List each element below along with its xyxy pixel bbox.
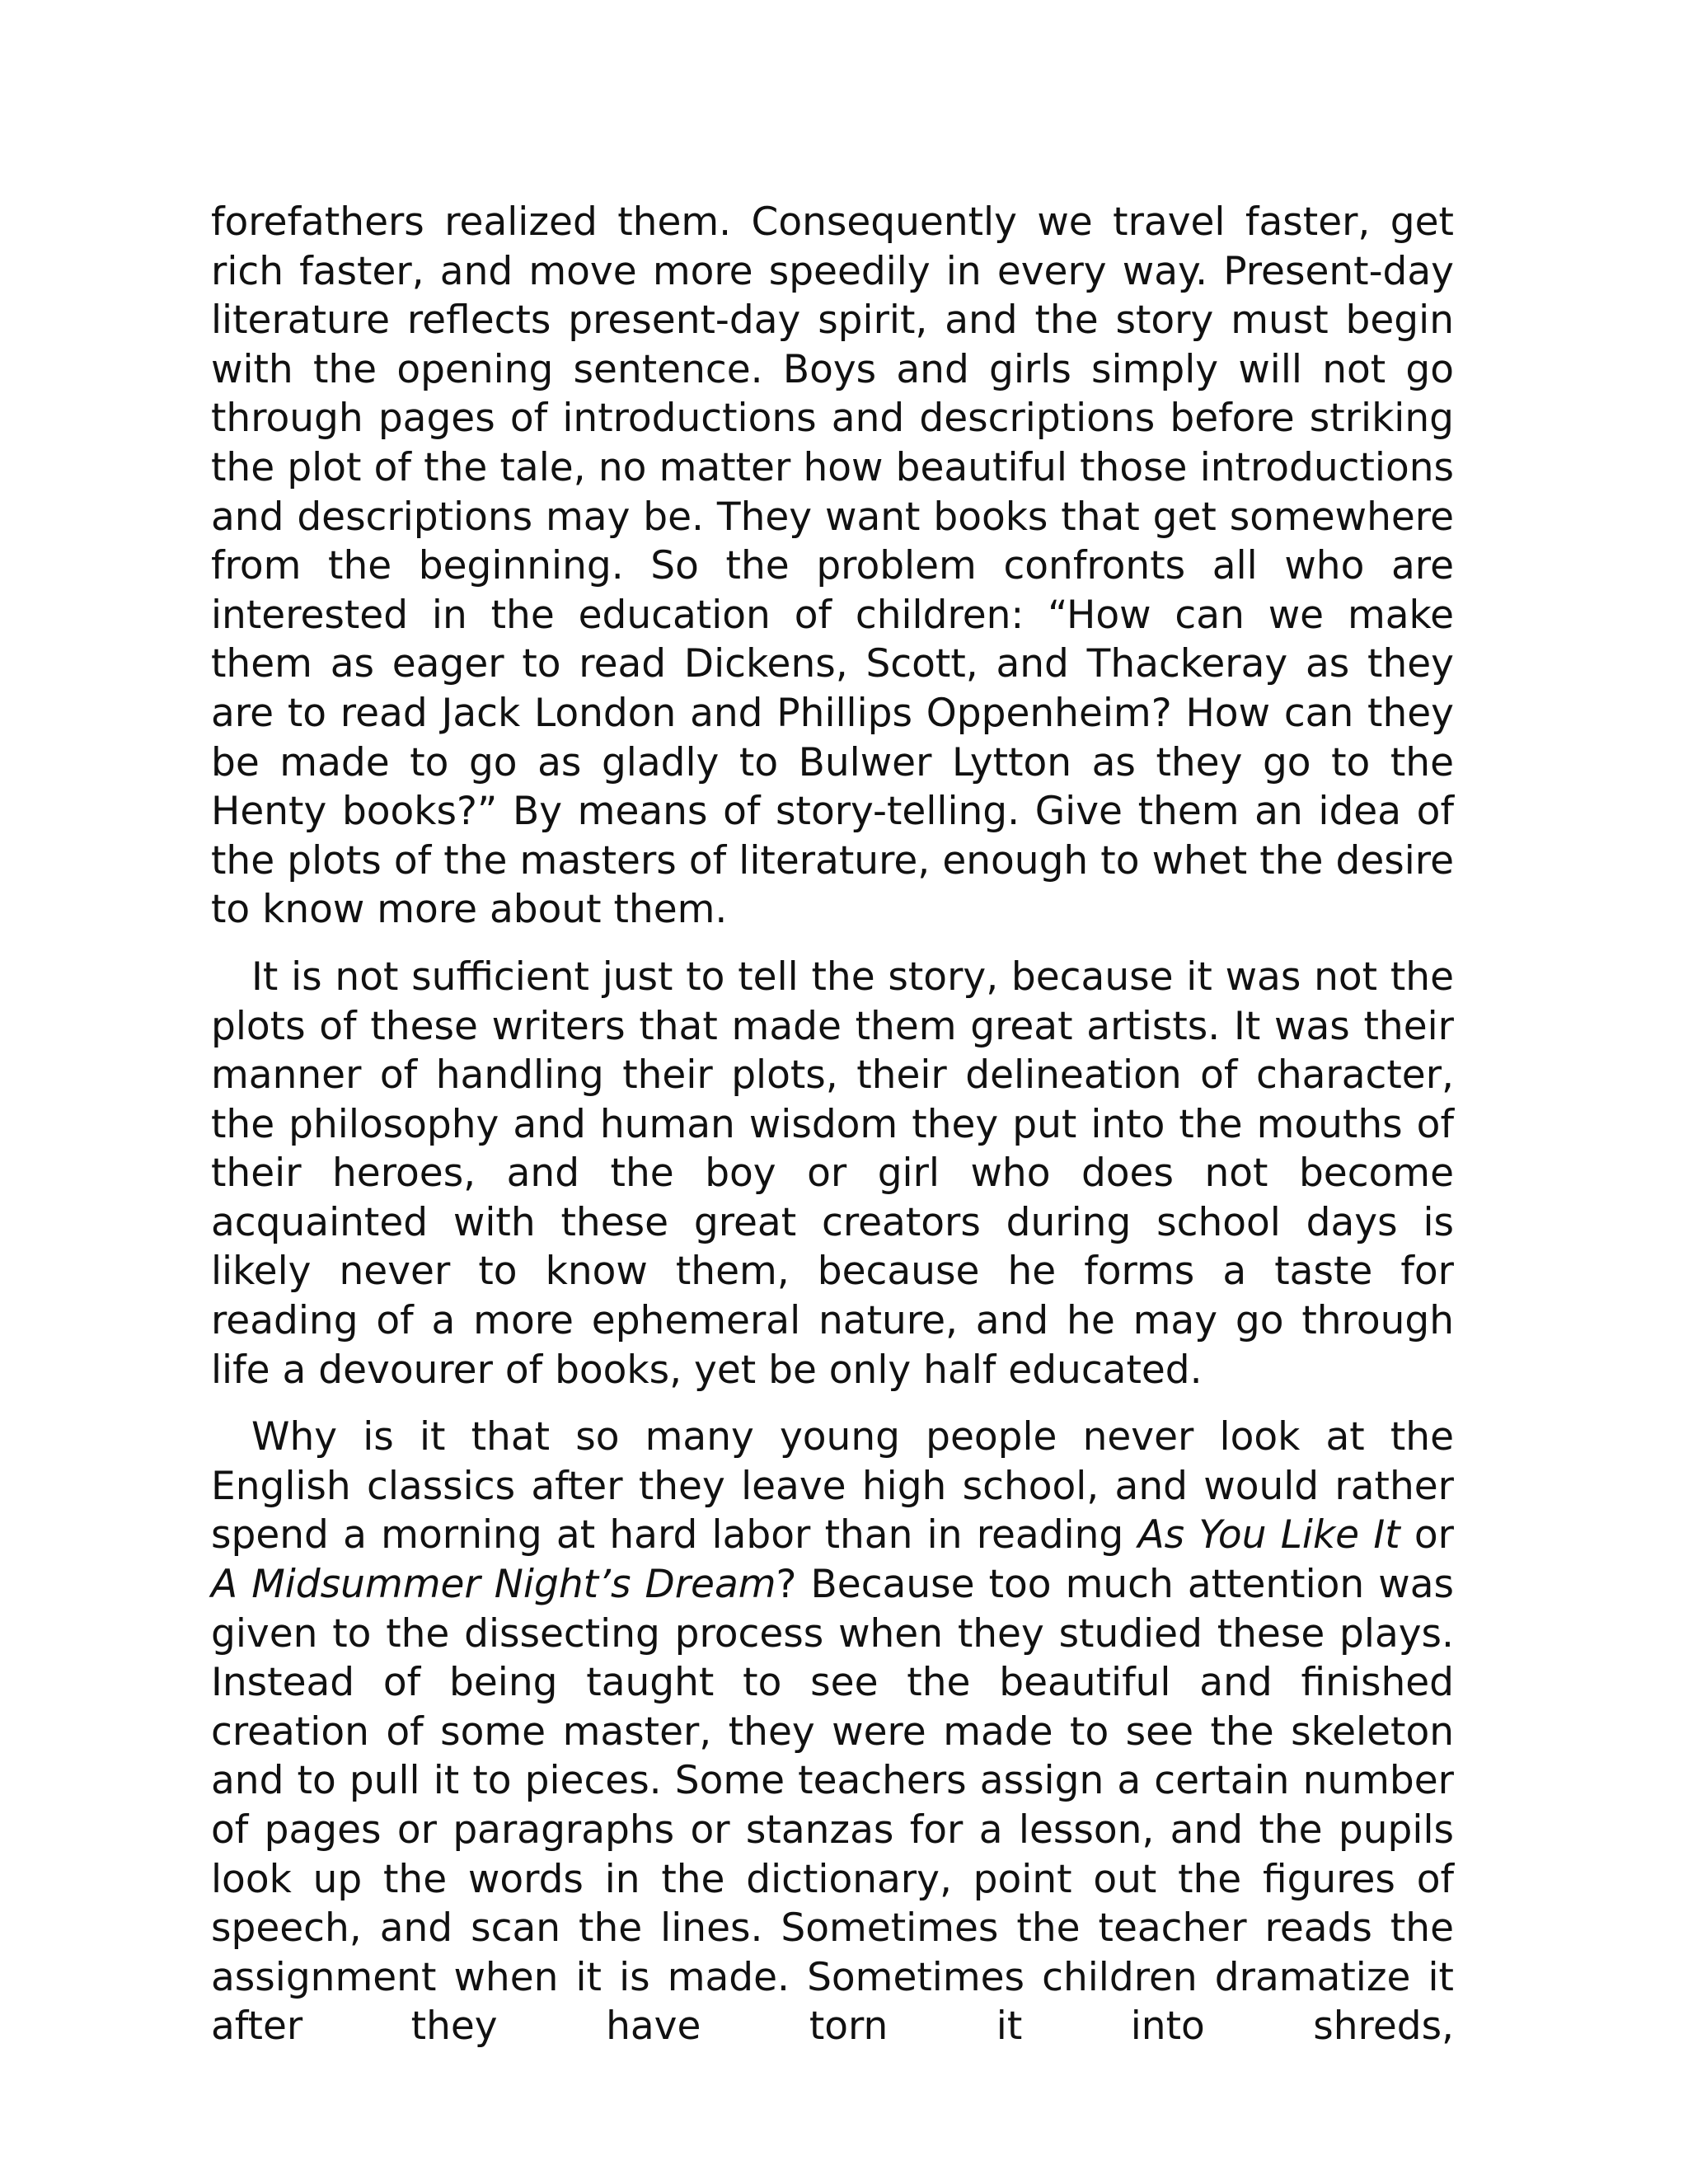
paragraph-2 — [211, 953, 1454, 1394]
page-body — [211, 198, 1454, 2069]
play-title-midsummer: A Midsummer Night’s Dream — [211, 1562, 776, 1608]
play-title-as-you-like-it: As You Like It — [1137, 1512, 1400, 1558]
paragraph-3-connector: or — [1400, 1512, 1454, 1558]
paragraph-1 — [211, 198, 1454, 935]
paragraph-3 — [211, 1413, 1454, 2051]
paragraph-2-text: It is not sufficient just to tell the story, because it was not the plots of these writers that made them great artists. It was their manner of handling their plots, their delineation of character, the philosophy and human wisdom they put into the mouths of their heroes, and the boy or girl who does not become acquainted with these great creators during school days is likely never to know them, because he forms a taste for reading of a more ephemeral nature, and he may go through life a devourer of books, yet be only half educated. — [211, 954, 1454, 1393]
paragraph-3-text: Why is it that so many young people never look at the English classics after they leave high school, and would rather spend a morning at hard labor than in reading — [211, 1414, 1454, 1558]
paragraph-1-text: forefathers realized them. Consequently we travel faster, get rich faster, and move more speedily in every way. Present-day literature reflects present-day spirit, and the story must begin with the opening sentence. Boys and girls simply will not go through pages of introductions and descriptions before striking the plot of the tale, no matter how beautiful those introductions and descriptions may be. They want books that get somewhere from the beginning. So the problem confronts all who are interested in the education of children: “How can we make them as eager to read Dickens, Scott, and Thackeray as they are to read Jack London and Phillips Oppenheim? How can they be made to go as gladly to Bulwer Lytton as they go to the Henty books?” By means of story-telling. Give them an idea of the plots of the masters of literature, enough to whet the desire to know more about them. — [211, 199, 1454, 933]
paragraph-3-continuation: ? Because too much attention was given to the dissecting process when they studied these plays. Instead of being taught to see the beautiful and finished creation of some master, they were made to see the skeleton and to pull it to pieces. Some teachers assign a certain number of pages or paragraphs or stanzas for a lesson, and the pupils look up the words in the dictionary, point out the figures of speech, and scan the lines. Sometimes the teacher reads the assignment when it is made. Sometimes children dramatize it after they have torn it into shreds, — [211, 1562, 1454, 2050]
